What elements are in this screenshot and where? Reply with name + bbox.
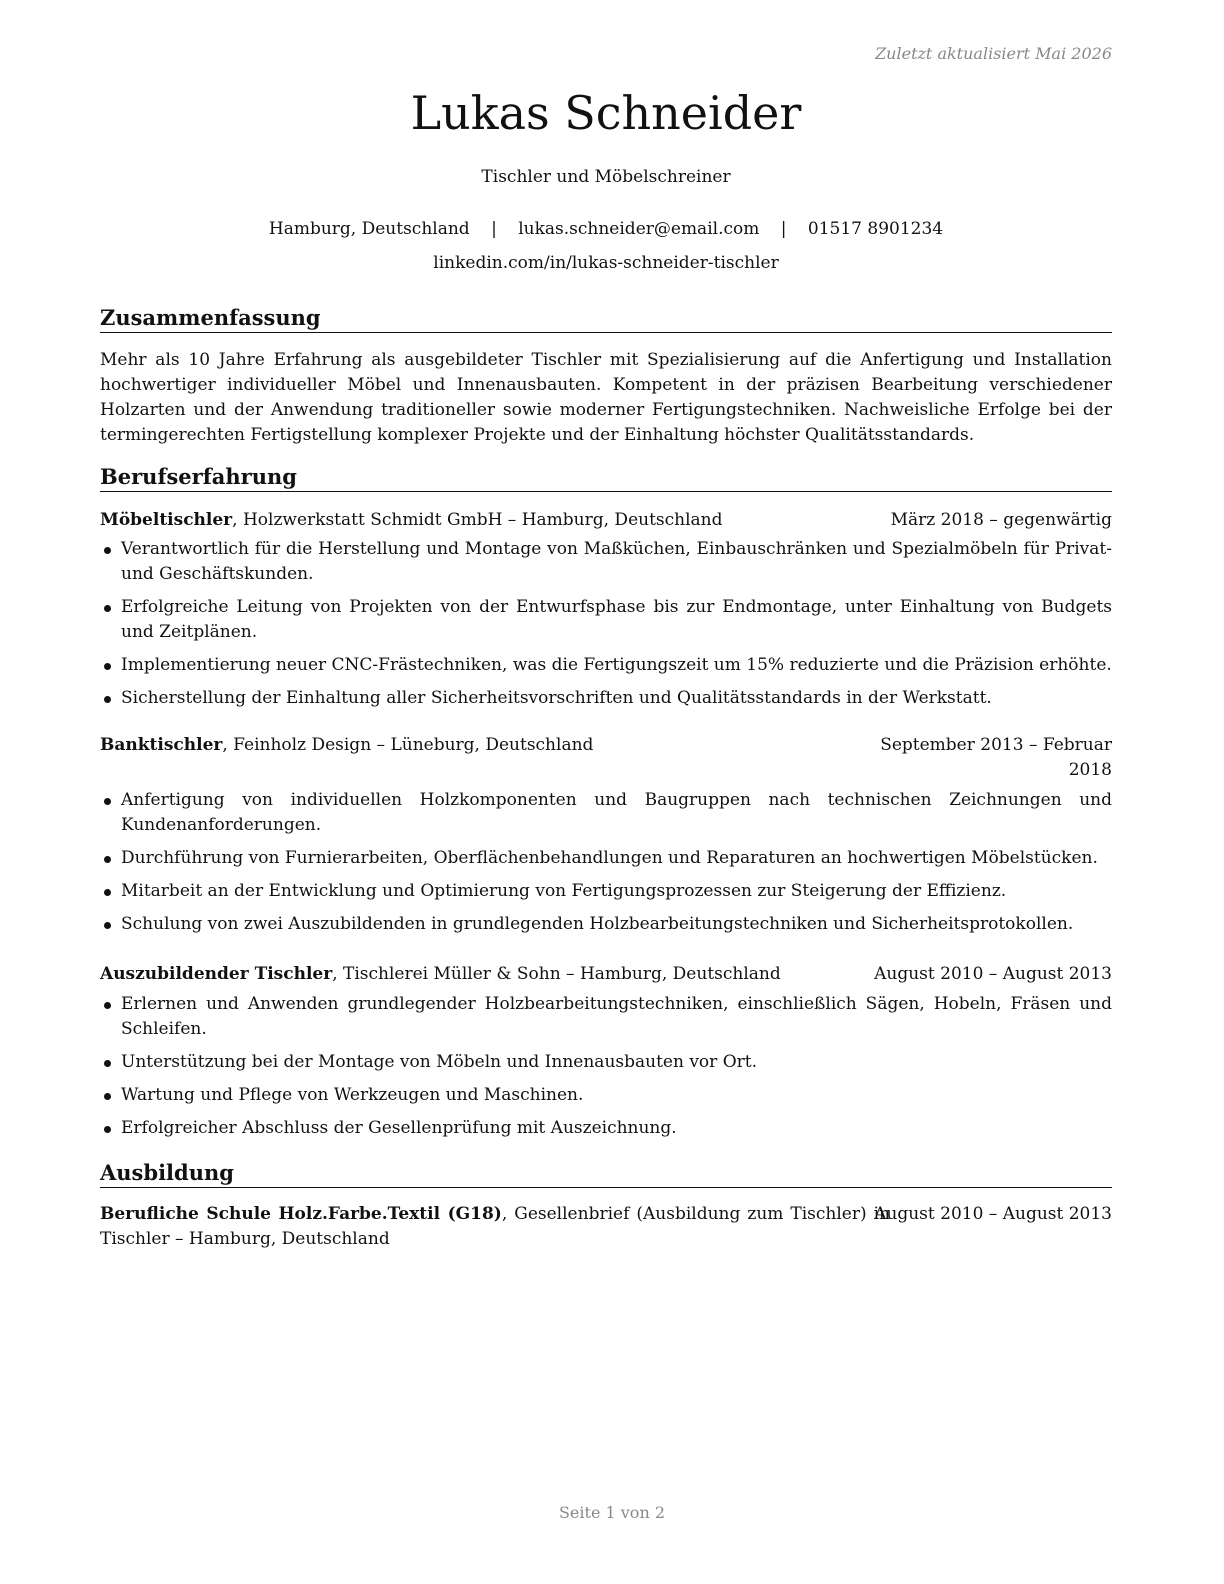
list-item: Erlernen und Anwenden grundlegender Holzbearbeitungstechniken, einschließlich Sägen, Hobeln, Fräsen und Schleifen. — [100, 992, 1112, 1042]
section-title-experience: Berufserfahrung — [100, 464, 1112, 492]
list-item: Erfolgreiche Leitung von Projekten von der Entwurfsphase bis zur Endmontage, unter Einhaltung von Budgets und Zeitplänen. — [100, 595, 1112, 645]
page-number: Seite 1 von 2 — [558, 1503, 666, 1522]
list-item: Unterstützung bei der Montage von Möbeln und Innenausbauten vor Ort. — [100, 1050, 1112, 1075]
summary-text: Mehr als 10 Jahre Erfahrung als ausgebildeter Tischler mit Spezialisierung auf die Anfertigung und Installation hochwertiger individueller Möbel und Innenausbauten. Kompetent in der präzisen Bearbeitung verschiedener Holzarten und der Anwendung traditioneller sowie moderner Fertigungstechniken. Nachweisliche Erfolge bei der termingerechten Fertigstellung komplexer Projekte und der Einhaltung höchster Qualitätsstandards. — [100, 350, 1112, 445]
education-entry — [100, 1202, 1112, 1252]
job-company: , Feinholz Design – Lüneburg, Deutschland — [222, 735, 594, 755]
separator: | — [491, 219, 497, 239]
phone-number: 01517 8901234 — [807, 219, 944, 239]
job-role: Möbeltischler — [100, 510, 233, 530]
degree-field: Tischler – Hamburg, Deutschland — [100, 1229, 390, 1249]
list-item: Durchführung von Furnierarbeiten, Oberflächenbehandlungen und Reparaturen an hochwertigen Möbelstücken. — [100, 846, 1112, 871]
job-role: Auszubildender Tischler — [100, 964, 333, 984]
job-company: , Holzwerkstatt Schmidt GmbH – Hamburg, Deutschland — [232, 510, 723, 530]
job-bullets — [100, 788, 1112, 945]
degree: , Gesellenbrief (Ausbildung zum Tischler) in — [501, 1204, 890, 1224]
list-item: Implementierung neuer CNC-Frästechniken, was die Fertigungszeit um 15% reduzierte und die Präzision erhöhte. — [100, 653, 1112, 678]
education-dates: August 2010 – August 2013 — [874, 1204, 1112, 1224]
job-role: Banktischler — [100, 735, 223, 755]
section-title-summary: Zusammenfassung — [100, 305, 1112, 333]
linkedin-link[interactable]: linkedin.com/in/lukas-schneider-tischler — [433, 253, 779, 273]
list-item: Sicherstellung der Einhaltung aller Sicherheitsvorschriften und Qualitätsstandards in der Werkstatt. — [100, 686, 1112, 711]
job-dates: März 2018 – gegenwärtig — [890, 510, 1112, 530]
job-company: , Tischlerei Müller & Sohn – Hamburg, Deutschland — [332, 964, 781, 984]
list-item: Wartung und Pflege von Werkzeugen und Maschinen. — [100, 1083, 1112, 1108]
job-bullets — [100, 537, 1112, 719]
list-item: Anfertigung von individuellen Holzkomponenten und Baugruppen nach technischen Zeichnungen und Kundenanforderungen. — [100, 788, 1112, 838]
list-item: Verantwortlich für die Herstellung und Montage von Maßküchen, Einbauschränken und Spezialmöbeln für Privat- und Geschäftskunden. — [100, 537, 1112, 587]
email-link[interactable]: lukas.schneider@email.com — [518, 219, 760, 239]
job-title: Tischler und Möbelschreiner — [481, 167, 731, 187]
list-item: Schulung von zwei Auszubildenden in grundlegenden Holzbearbeitungstechniken und Sicherheitsprotokollen. — [100, 912, 1112, 937]
job-bullets — [100, 992, 1112, 1149]
section-title-education: Ausbildung — [100, 1160, 1112, 1188]
list-item: Mitarbeit an der Entwicklung und Optimierung von Fertigungsprozessen zur Steigerung der Effizienz. — [100, 879, 1112, 904]
separator: | — [780, 219, 787, 239]
school-name: Berufliche Schule Holz.Farbe.Textil (G18) — [100, 1204, 502, 1224]
last-updated: Zuletzt aktualisiert Mai 2026 — [875, 44, 1112, 63]
candidate-name: Lukas Schneider — [410, 86, 802, 140]
contact-line — [100, 219, 1112, 239]
location: Hamburg, Deutschland — [268, 219, 470, 239]
list-item: Erfolgreicher Abschluss der Gesellenprüfung mit Auszeichnung. — [100, 1116, 1112, 1141]
job-dates: August 2010 – August 2013 — [874, 964, 1112, 984]
job-dates: September 2013 – Februar 2018 — [880, 735, 1112, 780]
